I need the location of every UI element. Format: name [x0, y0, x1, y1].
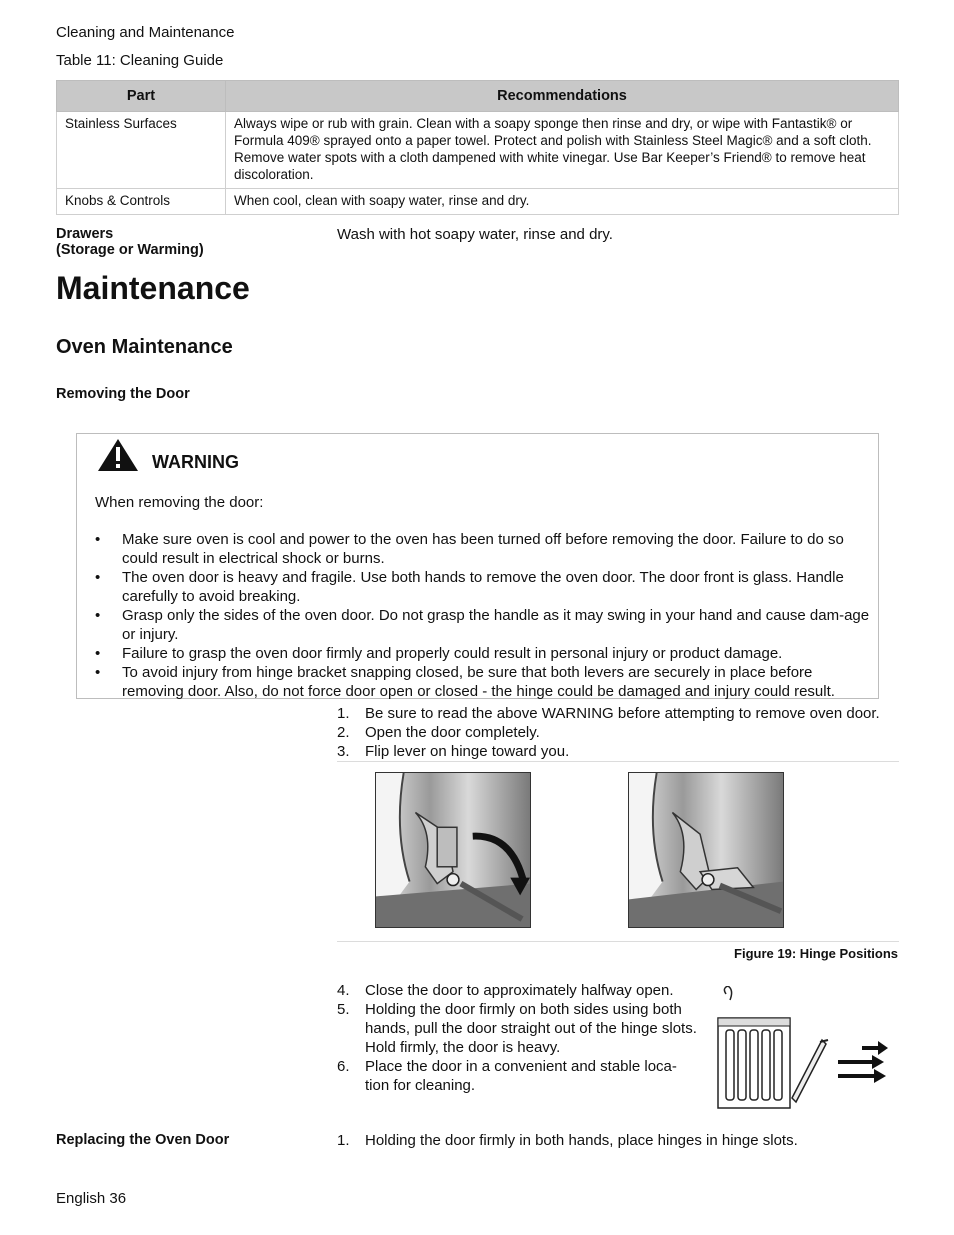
- drawers-label-line2: (Storage or Warming): [56, 242, 204, 258]
- bullet-icon: •: [95, 531, 101, 548]
- warning-list: [95, 530, 878, 701]
- list-item: [337, 723, 902, 742]
- table-row: [57, 112, 899, 189]
- table-cell-recommendation: When cool, clean with soapy water, rinse and dry.: [226, 189, 899, 215]
- step-number: 3.: [337, 743, 350, 760]
- cleaning-guide-table: [56, 80, 899, 215]
- warning-bullet-text: The oven door is heavy and fragile. Use both hands to remove the oven door. The door front is glass. Handle carefully to avoid breaking.: [122, 569, 844, 605]
- door-removal-illustration: [712, 986, 892, 1112]
- table-header-recommendations: Recommendations: [226, 81, 899, 112]
- bullet-icon: •: [95, 664, 101, 681]
- bullet-icon: •: [95, 645, 101, 662]
- divider: [337, 761, 899, 762]
- list-item: [337, 1057, 697, 1095]
- divider: [337, 941, 899, 942]
- table-cell-part: Stainless Surfaces: [57, 112, 226, 189]
- subsection-title-oven-maintenance: Oven Maintenance: [56, 336, 233, 358]
- list-item: [337, 704, 902, 723]
- drawers-text: Wash with hot soapy water, rinse and dry.: [337, 226, 613, 243]
- drawers-label-line1: Drawers: [56, 226, 114, 242]
- step-number: 1.: [337, 705, 350, 722]
- step-number: 5.: [337, 1001, 350, 1018]
- warning-triangle-icon: [97, 438, 139, 472]
- step-number: 1.: [337, 1132, 350, 1149]
- bullet-icon: •: [95, 569, 101, 586]
- table-row: [57, 189, 899, 215]
- table-caption: Table 11: Cleaning Guide: [56, 52, 224, 69]
- hinge-lever-open-illustration: [375, 772, 531, 928]
- steps-list: [337, 981, 697, 1095]
- list-item: [337, 742, 902, 761]
- heading-removing-the-door: Removing the Door: [56, 386, 190, 402]
- section-title-maintenance: Maintenance: [56, 270, 250, 306]
- step-text: Holding the door firmly in both hands, place hinges in hinge slots.: [365, 1132, 798, 1149]
- heading-replacing-the-oven-door: Replacing the Oven Door: [56, 1132, 230, 1148]
- warning-intro: When removing the door:: [95, 494, 264, 511]
- list-item: [337, 981, 697, 1000]
- warning-title: WARNING: [152, 452, 239, 472]
- list-item: [337, 1000, 697, 1057]
- steps-list: [337, 1131, 902, 1150]
- warning-bullet-text: Make sure oven is cool and power to the oven has been turned off before removing the door. Failure to do so could result in electrical shock or burns.: [122, 531, 844, 567]
- list-item: [95, 568, 878, 606]
- bullet-icon: •: [95, 607, 101, 624]
- hinge-lever-flipped-illustration: [628, 772, 784, 928]
- table-cell-recommendation: Always wipe or rub with grain. Clean with a soapy sponge then rinse and dry, or wipe with Fantastik® or Formula 409® sprayed onto a paper towel. Protect and polish with Stainless Steel Magic® and a soft cloth. Remove water spots with a cloth dampened with white vinegar. Use Bar Keeper’s Friend® to remove heat discoloration.: [226, 112, 899, 189]
- step-text: Be sure to read the above WARNING before attempting to remove oven door.: [365, 705, 880, 722]
- step-text: Close the door to approximately halfway open.: [365, 982, 674, 999]
- list-item: [337, 1131, 902, 1150]
- step-number: 2.: [337, 724, 350, 741]
- warning-bullet-text: Failure to grasp the oven door firmly and properly could result in personal injury or product damage.: [122, 645, 783, 662]
- page-header: Cleaning and Maintenance: [56, 24, 235, 41]
- table-cell-part: Knobs & Controls: [57, 189, 226, 215]
- step-number: 4.: [337, 982, 350, 999]
- list-item: [95, 530, 878, 568]
- step-text: Holding the door firmly on both sides using both hands, pull the door straight out of the hinge slots. Hold firmly, the door is heavy.: [365, 1001, 697, 1056]
- warning-bullet-text: Grasp only the sides of the oven door. Do not grasp the handle as it may swing in your hand and cause dam-age or injury.: [122, 607, 870, 643]
- page-footer: English 36: [56, 1190, 127, 1207]
- step-text: Place the door in a convenient and stable loca-tion for cleaning.: [365, 1058, 677, 1094]
- steps-list: [337, 704, 902, 761]
- figure-caption: Figure 19: Hinge Positions: [734, 946, 898, 961]
- step-text: Open the door completely.: [365, 724, 540, 741]
- table-header-part: Part: [57, 81, 226, 112]
- list-item: [95, 606, 878, 644]
- step-number: 6.: [337, 1058, 350, 1075]
- step-text: Flip lever on hinge toward you.: [365, 743, 570, 760]
- warning-bullet-text: To avoid injury from hinge bracket snapping closed, be sure that both levers are securely in place before removing door. Also, do not force door open or closed - the hinge could be damaged and injury could result.: [122, 664, 835, 700]
- list-item: [95, 644, 878, 663]
- list-item: [95, 663, 878, 701]
- drawers-label: [56, 226, 204, 258]
